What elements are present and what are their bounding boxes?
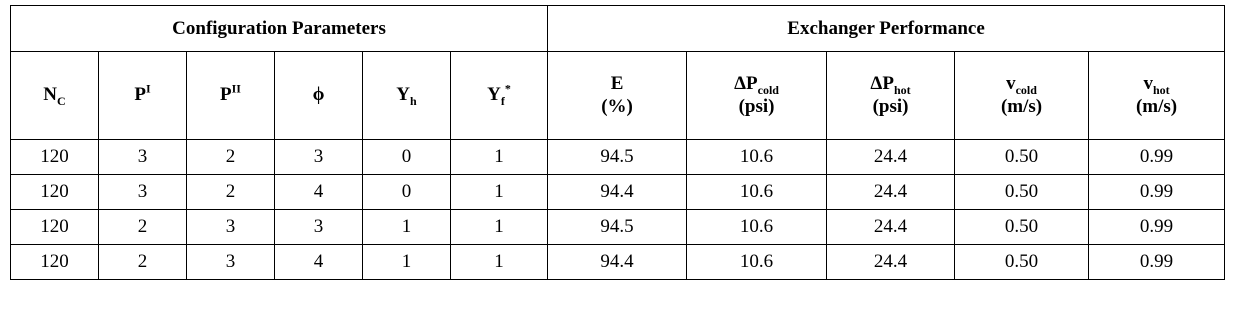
table-cell: 0 (363, 175, 451, 210)
table-cell: 24.4 (827, 210, 955, 245)
table-cell: 3 (99, 140, 187, 175)
column-header (451, 52, 548, 140)
table-cell: 94.5 (548, 140, 687, 175)
table-cell: 3 (99, 175, 187, 210)
column-header-subscript: h (410, 93, 417, 108)
exchanger-performance-header: Exchanger Performance (548, 6, 1225, 52)
table-cell: 94.4 (548, 175, 687, 210)
table-cell: 1 (451, 175, 548, 210)
table-cell: 2 (187, 175, 275, 210)
column-header (827, 52, 955, 140)
column-header (99, 52, 187, 140)
column-header-subscript: cold (757, 82, 779, 97)
table-cell: 0 (363, 140, 451, 175)
column-header (955, 52, 1089, 140)
column-header (1089, 52, 1225, 140)
table-cell: 0.99 (1089, 245, 1225, 280)
table-container (10, 5, 1225, 280)
table-cell: 94.4 (548, 245, 687, 280)
column-header-subscript: f (500, 93, 505, 108)
table-cell: 3 (275, 210, 363, 245)
table-body (11, 140, 1225, 280)
column-header (548, 52, 687, 140)
table-cell: 0.50 (955, 175, 1089, 210)
column-header-symbol: N (43, 84, 58, 106)
column-header (687, 52, 827, 140)
table-cell: 0.99 (1089, 140, 1225, 175)
table-cell: 94.5 (548, 210, 687, 245)
table-cell: 0.50 (955, 245, 1089, 280)
table-cell: 4 (275, 175, 363, 210)
table-cell: 120 (11, 140, 99, 175)
column-header-superscript: * (504, 81, 511, 96)
table-cell: 0.50 (955, 140, 1089, 175)
column-header-superscript: II (231, 81, 241, 96)
column-header-unit: (m/s) (1000, 95, 1043, 117)
column-header-symbol: v (1006, 72, 1016, 94)
column-header-symbol: v (1143, 72, 1153, 94)
table-cell: 24.4 (827, 245, 955, 280)
column-header-unit: (psi) (738, 95, 775, 117)
table-cell: 3 (275, 140, 363, 175)
column-header-subscript: cold (1015, 82, 1037, 97)
column-header-unit: (psi) (872, 95, 909, 117)
table-cell: 1 (363, 245, 451, 280)
table-cell: 10.6 (687, 210, 827, 245)
table-cell: 0.50 (955, 210, 1089, 245)
table-cell: 120 (11, 175, 99, 210)
column-header-superscript: I (145, 81, 151, 96)
table-cell: 4 (275, 245, 363, 280)
column-header-symbol: ϕ (312, 84, 325, 106)
column-header-symbol: E (610, 72, 624, 94)
config-params-header: Configuration Parameters (11, 6, 548, 52)
table-cell: 10.6 (687, 140, 827, 175)
table-cell: 1 (363, 210, 451, 245)
column-header-row (11, 52, 1225, 140)
column-header-symbol: P (220, 84, 232, 106)
results-table (10, 5, 1225, 280)
table-row (11, 210, 1225, 245)
column-header (275, 52, 363, 140)
table-cell: 2 (99, 210, 187, 245)
column-header-subscript: hot (893, 82, 911, 97)
table-cell: 2 (187, 140, 275, 175)
table-row (11, 245, 1225, 280)
column-header-subscript: C (57, 93, 66, 108)
table-cell: 1 (451, 210, 548, 245)
column-header (11, 52, 99, 140)
table-cell: 3 (187, 245, 275, 280)
column-header-symbol: ΔP (734, 72, 758, 94)
table-row (11, 175, 1225, 210)
table-cell: 10.6 (687, 245, 827, 280)
table-cell: 10.6 (687, 175, 827, 210)
column-header-subscript: hot (1152, 82, 1170, 97)
table-cell: 3 (187, 210, 275, 245)
column-header-unit: (%) (601, 95, 633, 117)
table-cell: 120 (11, 245, 99, 280)
column-header-symbol: Y (396, 84, 411, 106)
table-cell: 0.99 (1089, 210, 1225, 245)
table-cell: 0.99 (1089, 175, 1225, 210)
table-row (11, 140, 1225, 175)
column-header-symbol: P (134, 84, 146, 106)
column-header (187, 52, 275, 140)
column-header-symbol: ΔP (870, 72, 894, 94)
table-cell: 1 (451, 245, 548, 280)
column-header (363, 52, 451, 140)
column-header-symbol: Y (487, 84, 501, 106)
table-cell: 24.4 (827, 175, 955, 210)
table-cell: 120 (11, 210, 99, 245)
table-cell: 2 (99, 245, 187, 280)
table-cell: 1 (451, 140, 548, 175)
column-header-unit: (m/s) (1135, 95, 1178, 117)
table-cell: 24.4 (827, 140, 955, 175)
